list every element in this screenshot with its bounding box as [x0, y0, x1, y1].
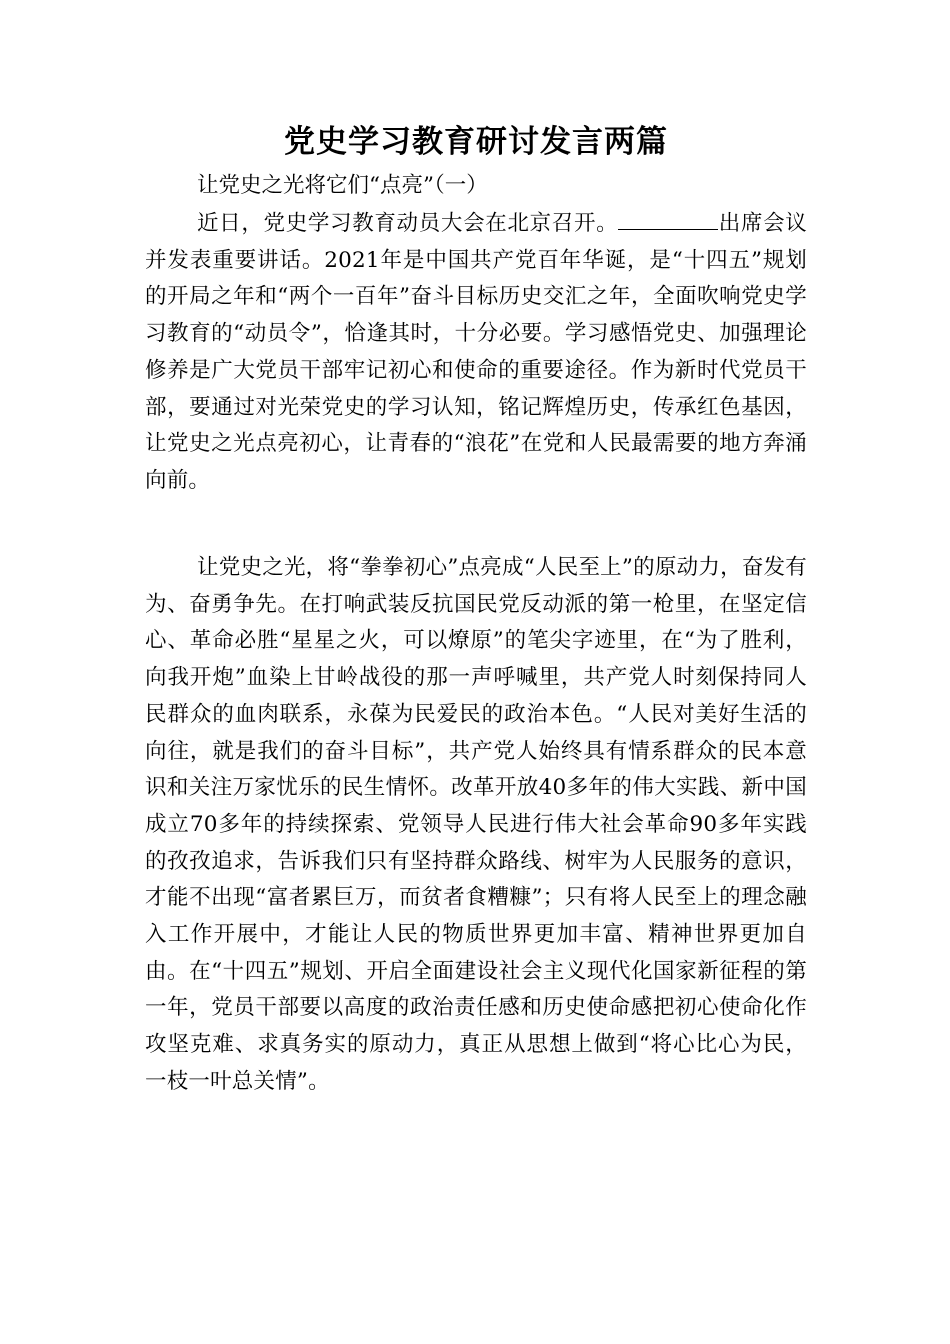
section-subtitle: 让党史之光将它们“点亮”（一） — [197, 173, 488, 198]
document-title: 党史学习教育研讨发言两篇 — [284, 124, 668, 160]
blank-line — [618, 211, 718, 230]
paragraph-1 — [145, 206, 807, 500]
paragraph-1-lead: 近日，党史学习教育动员大会在北京召开。 — [197, 211, 619, 236]
paragraph-2: 让党史之光，将“拳拳初心”点亮成“人民至上”的原动力，奋发有为、奋勇争先。在打响武装反抗国民党反动派的第一枪里，在坚定信心、革命必胜“星星之火，可以燎原”的笔尖字迹里，在“为了胜利，向我开炮”血染上甘岭战役的那一声呼喊里，共产党人时刻保持同人民群众的血肉联系，永葆为民爱民的政治本色。“人民对美好生活的向往，就是我们的奋斗目标”，共产党人始终具有情系群众的民本意识和关注万家忧乐的民生情怀。改革开放40多年的伟大实践、新中国成立70多年的持续探索、党领导人民进行伟大社会革命90多年实践的孜孜追求，告诉我们只有坚持群众路线、树牢为人民服务的意识，才能不出现“富者累巨万，而贫者食糟糠”；只有将人民至上的理念融入工作开展中，才能让人民的物质世界更加丰富、精神世界更加自由。在“十四五”规划、开启全面建设社会主义现代化国家新征程的第一年，党员干部要以高度的政治责任感和历史使命感把初心使命化作攻坚克难、求真务实的原动力，真正从思想上做到“将心比心为民，一枝一叶总关情”。 — [145, 555, 807, 1094]
paragraph-1-body: 出席会议并发表重要讲话。2021年是中国共产党百年华诞，是“十四五”规划的开局之年和“两个一百年”奋斗目标历史交汇之年，全面吹响党史学习教育的“动员令”，恰逢其时，十分必要。学习感悟党史、加强理论修养是广大党员干部牢记初心和使命的重要途径。作为新时代党员干部，要通过对光荣党史的学习认知，铭记辉煌历史，传承红色基因，让党史之光点亮初心，让青春的“浪花”在党和人民最需要的地方奔涌向前。 — [145, 211, 807, 493]
